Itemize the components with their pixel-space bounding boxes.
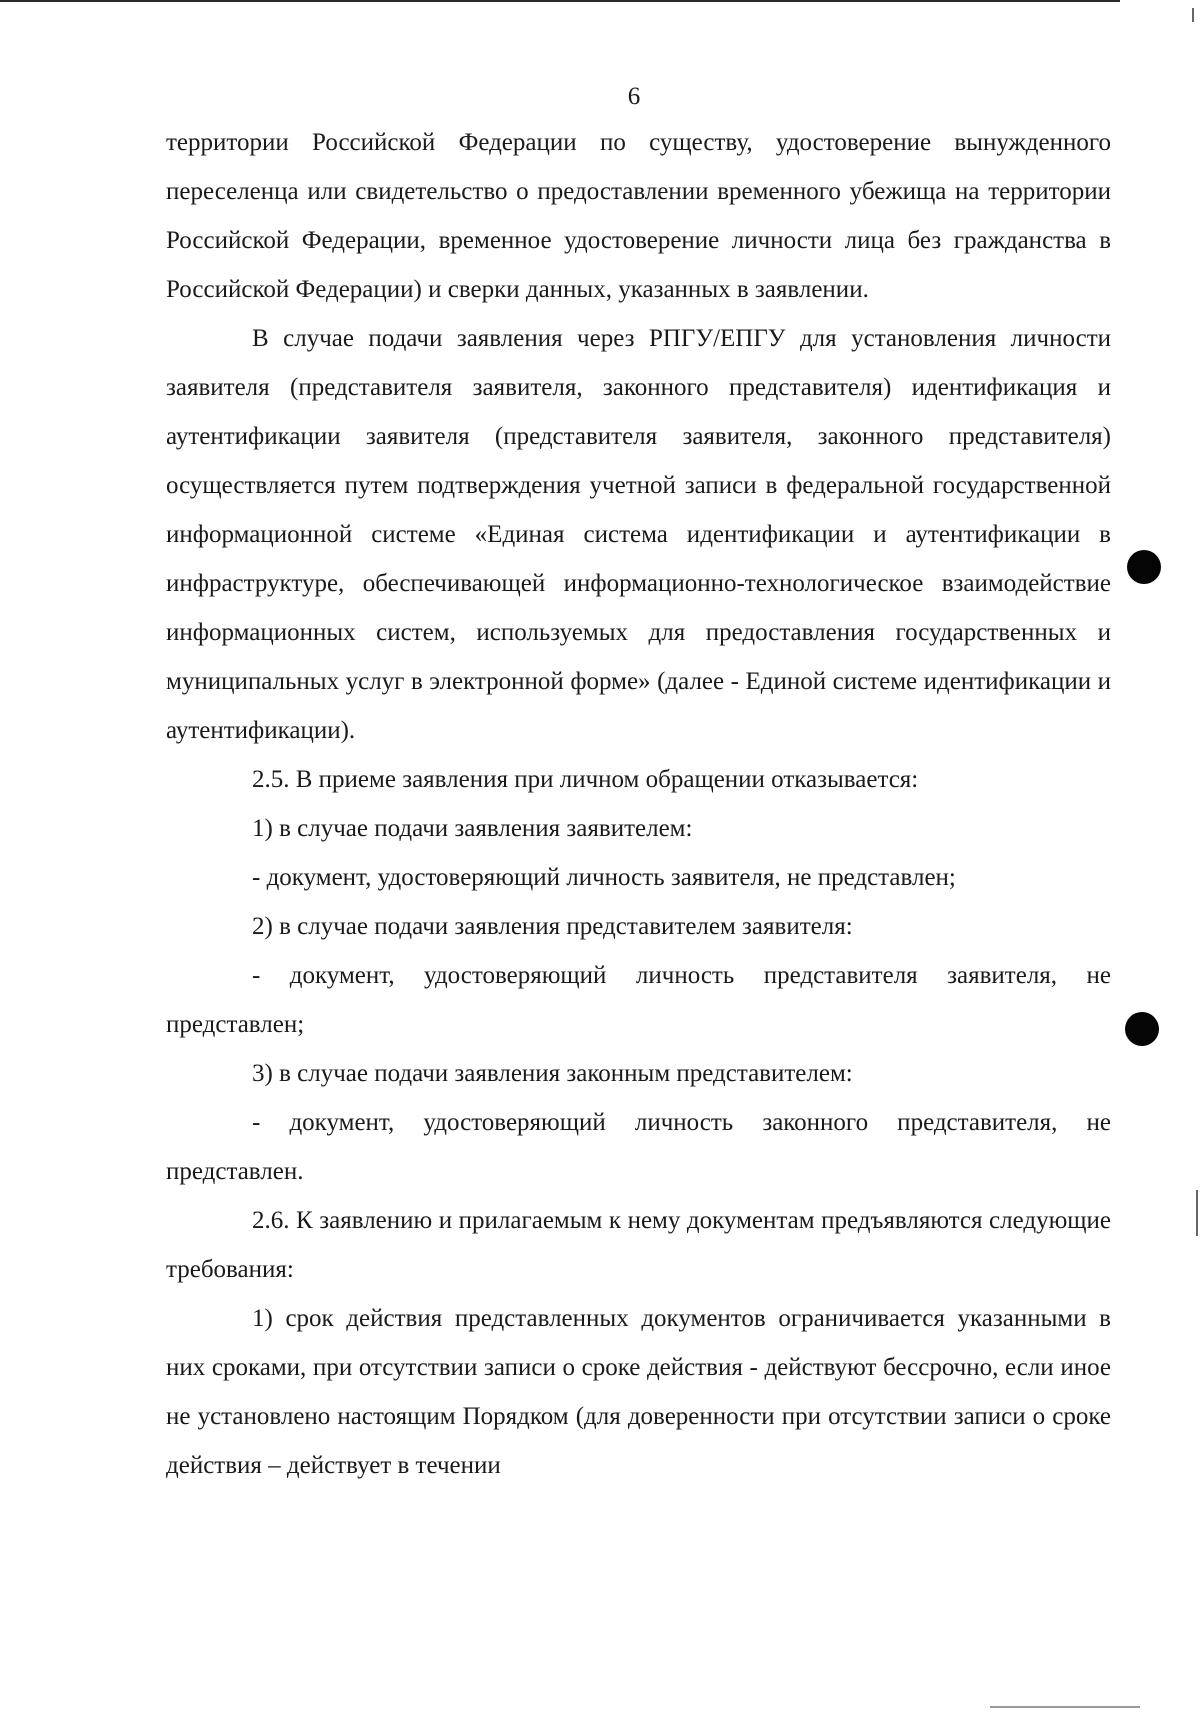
paragraph-case-1-detail: - документ, удостоверяющий личность заявителя, не представлен; bbox=[252, 864, 956, 891]
scan-artifact bbox=[1196, 1190, 1198, 1236]
paragraph-continuation: территории Российской Федерации по существу, удостоверение вынужденного переселенца или свидетельство о предоставлении временного убежища на территории Российской Федерации, временное удостоверение личности лица без гражданства в Российской Федерации) и сверки данных, указанных в заявлении. bbox=[166, 129, 1111, 303]
paragraph-section-2-5: 2.5. В приеме заявления при личном обращении отказывается: bbox=[252, 766, 919, 793]
document-body bbox=[166, 118, 1111, 1490]
paragraph-case-3-detail: - документ, удостоверяющий личность законного представителя, не представлен. bbox=[166, 1109, 1111, 1185]
paragraph-case-3: 3) в случае подачи заявления законным представителем: bbox=[252, 1060, 853, 1087]
scan-edge-top bbox=[0, 0, 1120, 2]
punch-hole-mark bbox=[1127, 550, 1161, 584]
paragraph-section-2-6: 2.6. К заявлению и прилагаемым к нему документам предъявляются следующие требования: bbox=[166, 1207, 1111, 1283]
scan-artifact bbox=[990, 1706, 1140, 1708]
page-number: 6 bbox=[627, 83, 641, 110]
scan-artifact bbox=[1192, 8, 1194, 22]
punch-hole-mark bbox=[1125, 1012, 1159, 1046]
paragraph-case-1: 1) в случае подачи заявления заявителем: bbox=[252, 815, 693, 842]
paragraph-case-2: 2) в случае подачи заявления представителем заявителя: bbox=[252, 913, 853, 940]
paragraph-identification: В случае подачи заявления через РПГУ/ЕПГУ для установления личности заявителя (представителя заявителя, законного представителя) идентификация и аутентификации заявителя (представителя заявителя, законного представителя) осуществляется путем подтверждения учетной записи в федеральной государственной информационной системе «Единая система идентификации и аутентификации в инфраструктуре, обеспечивающей информационно-технологическое взаимодействие информационных систем, используемых для предоставления государственных и муниципальных услуг в электронной форме» (далее - Единой системе идентификации и аутентификации). bbox=[166, 325, 1111, 744]
paragraph-case-2-detail: - документ, удостоверяющий личность представителя заявителя, не представлен; bbox=[166, 962, 1111, 1038]
paragraph-requirement-1: 1) срок действия представленных документов ограничивается указанными в них сроками, при отсутствии записи о сроке действия - действуют бессрочно, если иное не установлено настоящим Порядком (для доверенности при отсутствии записи о сроке действия – действует в течении bbox=[166, 1305, 1111, 1479]
